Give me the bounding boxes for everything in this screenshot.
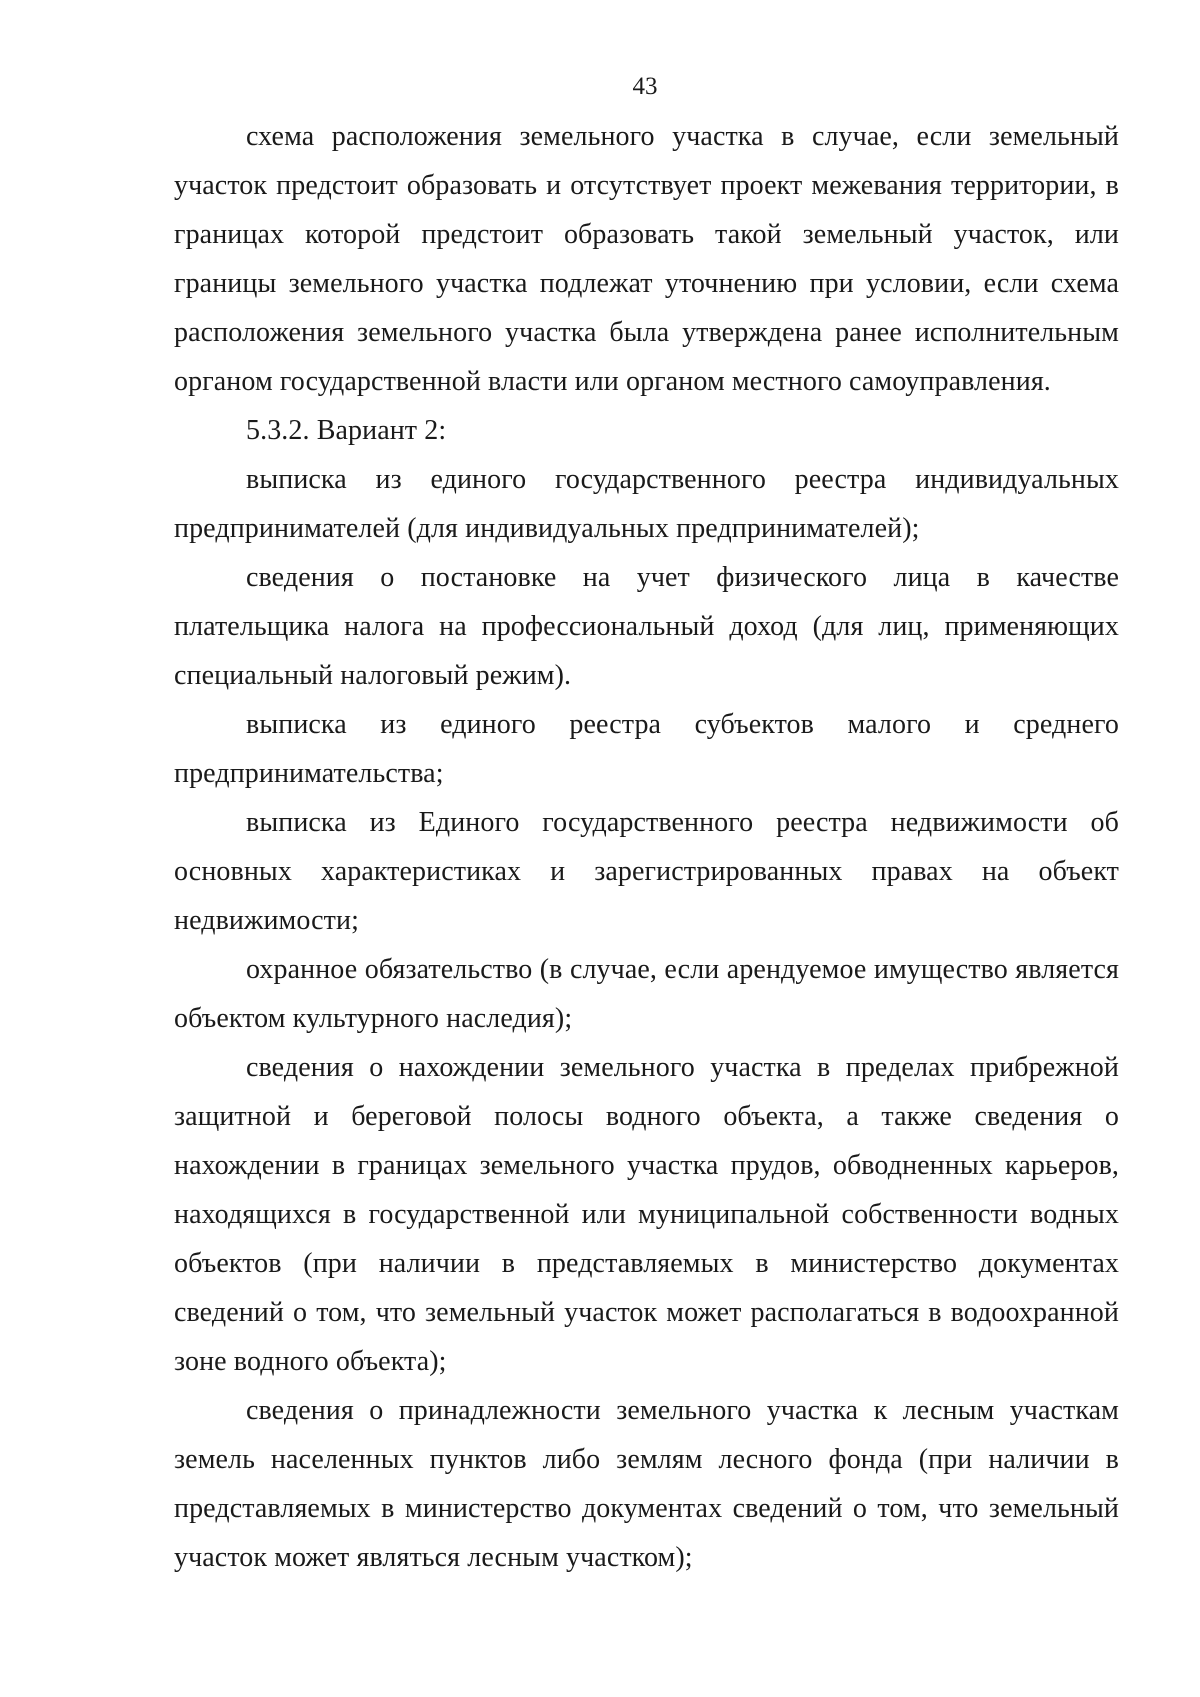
paragraph-variant-2-heading: 5.3.2. Вариант 2: bbox=[246, 415, 447, 446]
paragraph-forest-land-info: сведения о принадлежности земельного участка к лесным участкам земель населенных пунктов либо землям лесного фонда (при наличии в представляемых в министерство документах сведений о том, что земельный участок может являться лесным участком); bbox=[174, 1395, 1119, 1573]
paragraph-protection-obligation: охранное обязательство (в случае, если арендуемое имущество является объектом культурного наследия); bbox=[174, 954, 1119, 1034]
paragraph-land-plot-scheme: схема расположения земельного участка в случае, если земельный участок предстоит образовать и отсутствует проект межевания территории, в границах которой предстоит образовать такой земельный участок, или границы земельного участка подлежат уточнению при условии, если схема расположения земельного участка была утверждена ранее исполнительным органом государственной власти или органом местного самоуправления. bbox=[174, 121, 1119, 397]
paragraph-egrn-extract: выписка из Единого государственного реестра недвижимости об основных характеристиках и зарегистрированных правах на объект недвижимости; bbox=[174, 807, 1119, 936]
document-body bbox=[174, 112, 1119, 1582]
paragraph-water-zone-info: сведения о нахождении земельного участка в пределах прибрежной защитной и береговой полосы водного объекта, а также сведения о нахождении в границах земельного участка прудов, обводненных карьеров, находящихся в государственной или муниципальной собственности водных объектов (при наличии в представляемых в министерство документах сведений о том, что земельный участок может располагаться в водоохранной зоне водного объекта); bbox=[174, 1052, 1119, 1377]
paragraph-sme-registry-extract: выписка из единого реестра субъектов малого и среднего предпринимательства; bbox=[174, 709, 1119, 789]
paragraph-tax-registration: сведения о постановке на учет физического лица в качестве плательщика налога на профессиональный доход (для лиц, применяющих специальный налоговый режим). bbox=[174, 562, 1119, 691]
paragraph-egrip-extract: выписка из единого государственного реестра индивидуальных предпринимателей (для индивидуальных предпринимателей); bbox=[174, 464, 1119, 544]
page-number: 43 bbox=[632, 73, 658, 100]
